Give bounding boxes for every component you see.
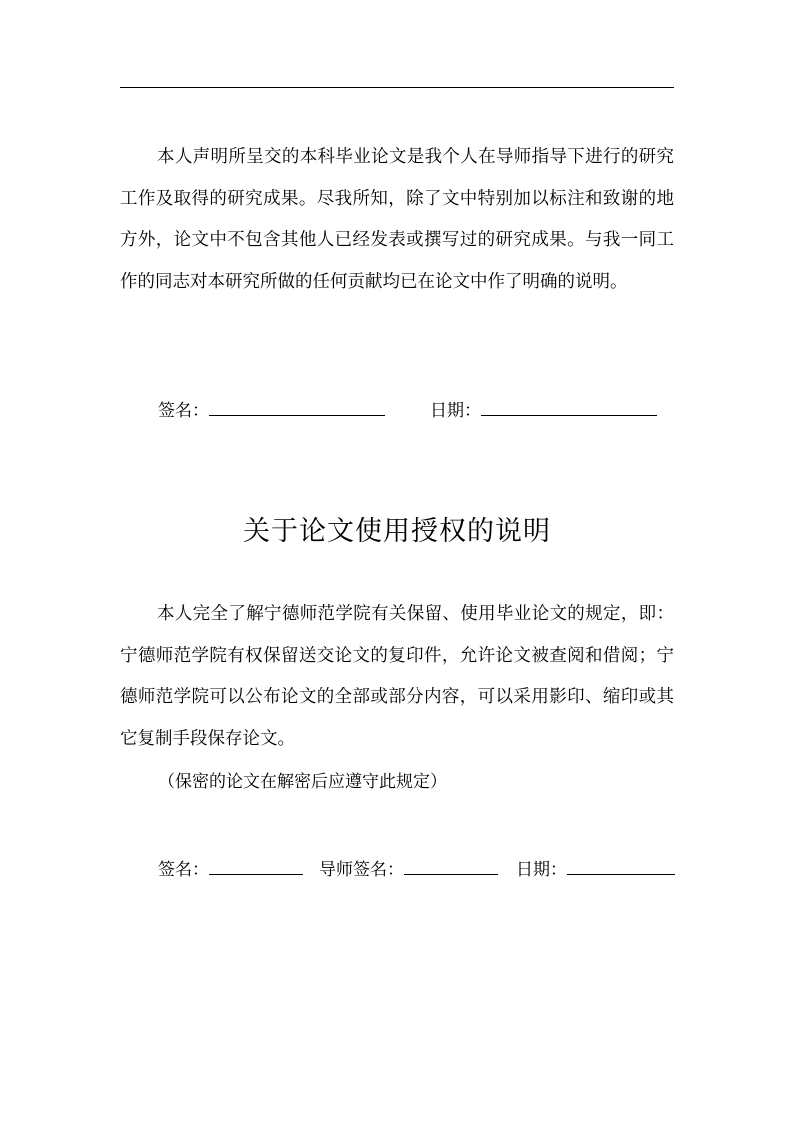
authorization-signature-label: 签名：: [158, 860, 209, 880]
authorization-title: 关于论文使用授权的说明: [243, 516, 551, 547]
declaration-signature-field: [158, 396, 385, 423]
declaration-date-label: 日期：: [430, 401, 481, 421]
confidentiality-note: （保密的论文在解密后应遵守此规定）: [158, 772, 447, 792]
advisor-signature-label: 导师签名：: [319, 860, 404, 880]
declaration-date-field: [430, 396, 657, 423]
header-rule: [120, 87, 674, 88]
authorization-date-label: 日期：: [516, 860, 567, 880]
authorization-date-field: [516, 855, 675, 882]
advisor-signature-field: [319, 855, 498, 882]
declaration-signature-blank[interactable]: [209, 396, 385, 416]
declaration-date-blank[interactable]: [481, 396, 657, 416]
authorization-signature-blank[interactable]: [209, 855, 303, 875]
authorization-paragraph: 本人完全了解宁德师范学院有关保留、使用毕业论文的规定，即：宁德师范学院有权保留送交论文的复印件，允许论文被查阅和借阅；宁德师范学院可以公布论文的全部或部分内容，可以采用影印、缩印或其它复制手段保存论文。: [120, 604, 674, 749]
authorization-signature-field: [158, 855, 303, 882]
declaration-signature-label: 签名：: [158, 401, 209, 421]
advisor-signature-blank[interactable]: [404, 855, 498, 875]
declaration-paragraph: 本人声明所呈交的本科毕业论文是我个人在导师指导下进行的研究工作及取得的研究成果。尽我所知，除了文中特别加以标注和致谢的地方外，论文中不包含其他人已经发表或撰写过的研究成果。与我一同工作的同志对本研究所做的任何贡献均已在论文中作了明确的说明。: [120, 147, 674, 292]
authorization-date-blank[interactable]: [567, 855, 675, 875]
